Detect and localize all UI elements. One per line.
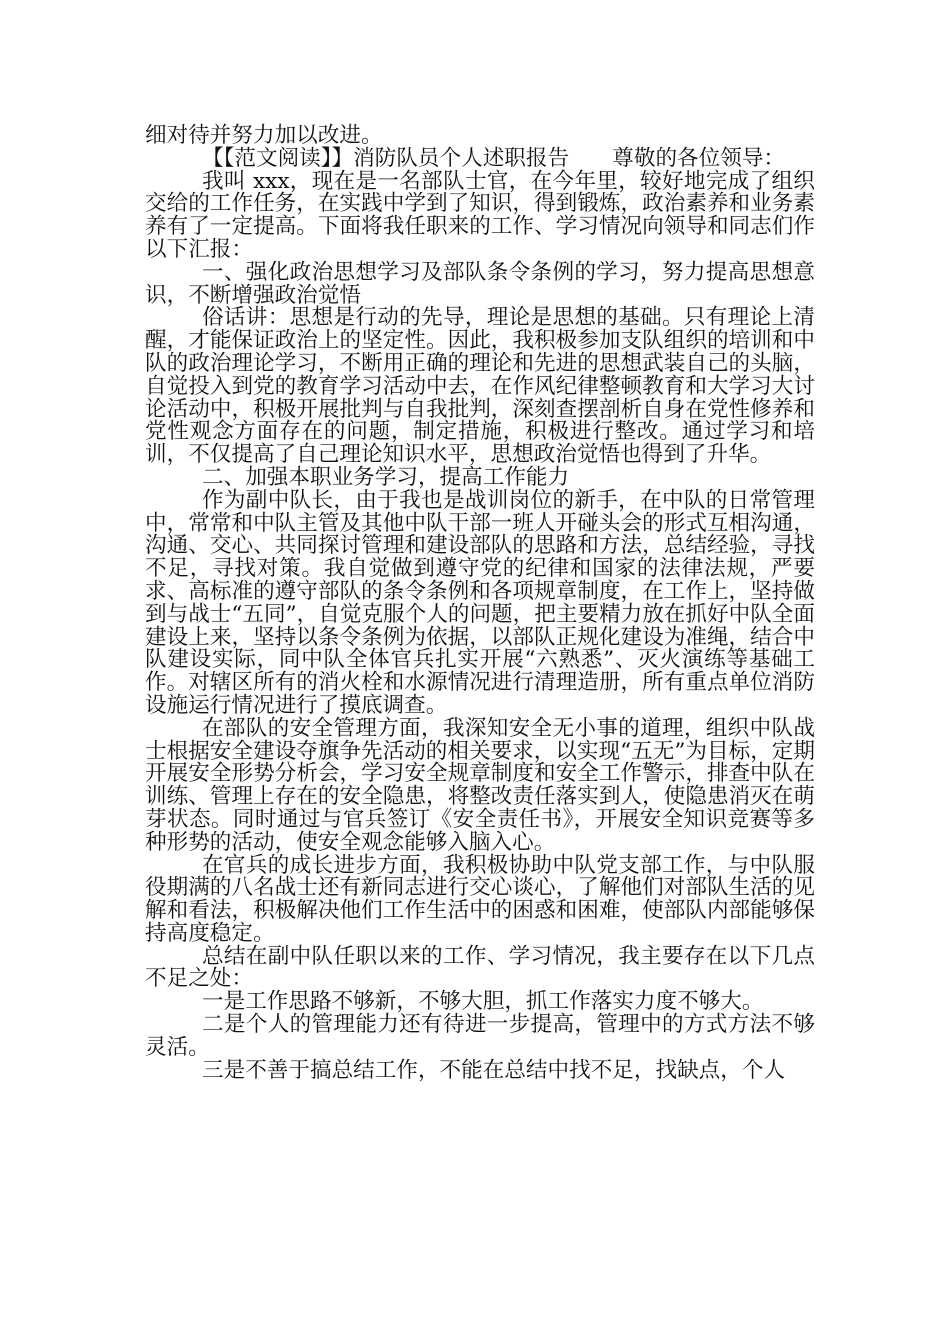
paragraph-title-line: 【【范文阅读】】消防队员个人述职报告 尊敬的各位领导： xyxy=(202,145,786,171)
section-heading: 二、加强本职业务学习，提高工作能力 xyxy=(202,464,570,490)
paragraph: 在官兵的成长进步方面，我积极协助中队党支部工作，与中队服役期满的八名战士还有新同志进行交心谈心，了解他们对部队生活的见解和看法，积极解决他们工作生活中的困惑和困难，使部队内部能够保持高度稳定。 xyxy=(145,852,815,946)
paragraph: 细对待并努力加以改进。 xyxy=(145,123,383,148)
paragraph: 我叫 xxx，现在是一名部队士官，在今年里，较好地完成了组织交给的工作任务，在实践中学到了知识，得到锻炼，政治素养和业务素养有了一定提高。下面将我任职来的工作、学习情况向领导和同志们作以下汇报： xyxy=(145,168,815,262)
list-item: 一是工作思路不够新，不够大胆，抓工作落实力度不够大。 xyxy=(202,989,764,1015)
paragraph: 在部队的安全管理方面，我深知安全无小事的道理，组织中队战士根据安全建设夺旗争先活动的相关要求，以实现“五无”为目标，定期开展安全形势分析会，学习安全规章制度和安全工作警示，排查中队在训练、管理上存在的安全隐患，将整改责任落实到人，使隐患消灭在萌芽状态。同时通过与官兵签订《安全责任书》，开展安全知识竞赛等多种形势的活动，使安全观念能够入脑入心。 xyxy=(145,715,815,855)
paragraph: 总结在副中队任职以来的工作、学习情况，我主要存在以下几点不足之处： xyxy=(145,943,815,992)
section-heading: 一、强化政治思想学习及部队条令条例的学习，努力提高思想意识，不断增强政治觉悟 xyxy=(145,259,815,308)
paragraph: 作为副中队长，由于我也是战训岗位的新手，在中队的日常管理中，常常和中队主管及其他中队干部一班人开碰头会的形式互相沟通，沟通、交心、共同探讨管理和建设部队的思路和方法，总结经验，寻找不足，寻找对策。我自觉做到遵守党的纪律和国家的法律法规，严要求、高标准的遵守部队的条令条例和各项规章制度，在工作上，坚持做到与战士“五同”，自觉克服个人的问题，把主要精力放在抓好中队全面建设上来，坚持以条令条例为依据，以部队正规化建设为准绳，结合中队建设实际，同中队全体官兵扎实开展“六熟悉”、灭火演练等基础工作。对辖区所有的消火栓和水源情况进行清理造册，所有重点单位消防设施运行情况进行了摸底调查。 xyxy=(145,487,815,718)
document-body xyxy=(145,125,815,1082)
list-item: 二是个人的管理能力还有待进一步提高，管理中的方式方法不够灵活。 xyxy=(145,1012,815,1060)
paragraph: 俗话讲：思想是行动的先导，理论是思想的基础。只有理论上清醒，才能保证政治上的坚定性。因此，我积极参加支队组织的培训和中队的政治理论学习，不断用正确的理论和先进的思想武装自己的头脑，自觉投入到党的教育学习活动中去，在作风纪律整顿教育和大学习大讨论活动中，积极开展批判与自我批判，深刻查摆剖析自身在党性修养和党性观念方面存在的问题，制定措施，积极进行整改。通过学习和培训，不仅提高了自己理论知识水平，思想政治觉悟也得到了升华。 xyxy=(145,305,815,468)
list-item: 三是不善于搞总结工作，不能在总结中找不足，找缺点，个人 xyxy=(202,1057,786,1083)
